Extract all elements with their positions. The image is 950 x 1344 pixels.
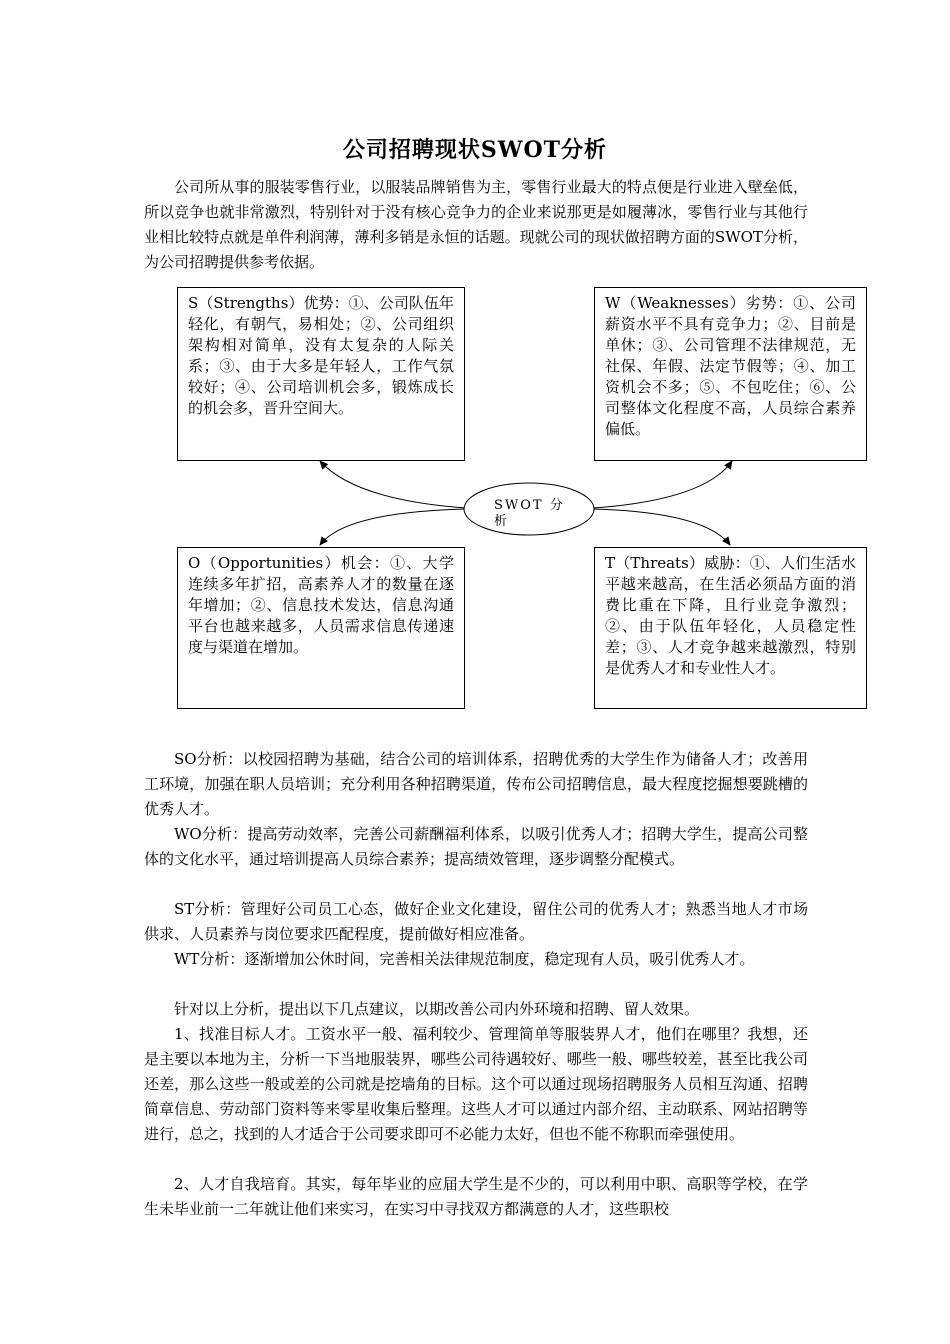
strengths-box: [177, 287, 465, 461]
arrow-to-threats: [593, 509, 730, 545]
strengths-text: S（Strengths）优势：①、公司队伍年轻化，有朝气，易相处；②、公司组织架构相对简单，没有太复杂的人际关系；③、由于大多是年轻人，工作气氛较好；④、公司培训机会多，锻炼成长的机会多，晋升空间大。: [188, 294, 454, 417]
swot-center-label: SWOT 分析: [494, 498, 565, 529]
opportunities-text: O（Opportunities）机会：①、大学连续多年扩招，高素养人才的数量在逐年增加；②、信息技术发达，信息沟通平台也越来越多，人员需求信息传递速度与渠道在增加。: [188, 554, 454, 656]
st-analysis: ST分析：管理好公司员工心态，做好企业文化建设，留住公司的优秀人才；熟悉当地人才市场供求、人员素养与岗位要求匹配程度，提前做好相应准备。: [144, 900, 808, 943]
weaknesses-box: [594, 287, 867, 461]
so-analysis: SO分析：以校园招聘为基础，结合公司的培训体系，招聘优秀的大学生作为储备人才；改善用工环境，加强在职人员培训；充分利用各种招聘渠道，传布公司招聘信息，最大程度挖掘想要跳槽的优秀人才。: [144, 750, 808, 818]
suggestion-2: 2、人才自我培育。其实，每年毕业的应届大学生是不少的，可以利用中职、高职等学校，在学生未毕业前一二年就让他们来实习，在实习中寻找双方都满意的人才，这些职校: [144, 1175, 808, 1218]
arrow-to-strengths: [320, 461, 466, 508]
weaknesses-text: W（Weaknesses）劣势：①、公司薪资水平不具有竞争力；②、目前是单休；③、公司管理不法律规范，无社保、年假、法定节假等；④、加工资机会不多；⑤、不包吃住；⑥、公司整体文化程度不高，人员综合素养偏低。: [605, 294, 856, 438]
threats-box: [594, 547, 867, 709]
wo-analysis: WO分析：提高劳动效率，完善公司薪酬福利体系，以吸引优秀人才；招聘大学生，提高公司整体的文化水平，通过培训提高人员综合素养；提高绩效管理，逐步调整分配模式。: [144, 825, 808, 868]
suggestion-1: 1、找准目标人才。工资水平一般、福利较少、管理简单等服装界人才，他们在哪里？我想，还是主要以本地为主，分析一下当地服装界，哪些公司待遇较好、哪些一般、哪些较差，甚至比我公司还差，那么这些一般或差的公司就是挖墙角的目标。这个可以通过现场招聘服务人员相互沟通、招聘简章信息、劳动部门资料等来零星收集后整理。这些人才可以通过内部介绍、主动联系、网站招聘等进行，总之，找到的人才适合于公司要求即可不必能力太好，但也不能不称职而牵强使用。: [144, 1025, 808, 1143]
page-title: 公司招聘现状SWOT分析: [342, 137, 608, 163]
threats-text: T（Threats）威胁：①、人们生活水平越来越高，在生活必须品方面的消费比重在下降，且行业竞争激烈；②、由于队伍年轻化，人员稳定性差；③、人才竞争越来越激烈，特别是优秀人才和专业性人才。: [605, 554, 856, 677]
wt-analysis: WT分析：逐渐增加公休时间，完善相关法律规范制度，稳定现有人员，吸引优秀人才。: [174, 950, 755, 968]
opportunities-box: [177, 547, 465, 709]
arrow-to-weaknesses: [593, 461, 732, 508]
intro-paragraph: 公司所从事的服装零售行业，以服装品牌销售为主，零售行业最大的特点便是行业进入壁垒低，所以竞争也就非常激烈，特别针对于没有核心竞争力的企业来说那更是如履薄冰，零售行业与其他行业相比较特点就是单件利润薄，薄利多销是永恒的话题。现就公司的现状做招聘方面的SWOT分析，为公司招聘提供参考依据。: [144, 178, 808, 271]
summary-paragraph: 针对以上分析，提出以下几点建议，以期改善公司内外环境和招聘、留人效果。: [174, 1000, 700, 1018]
arrow-to-opportunities: [320, 509, 466, 545]
